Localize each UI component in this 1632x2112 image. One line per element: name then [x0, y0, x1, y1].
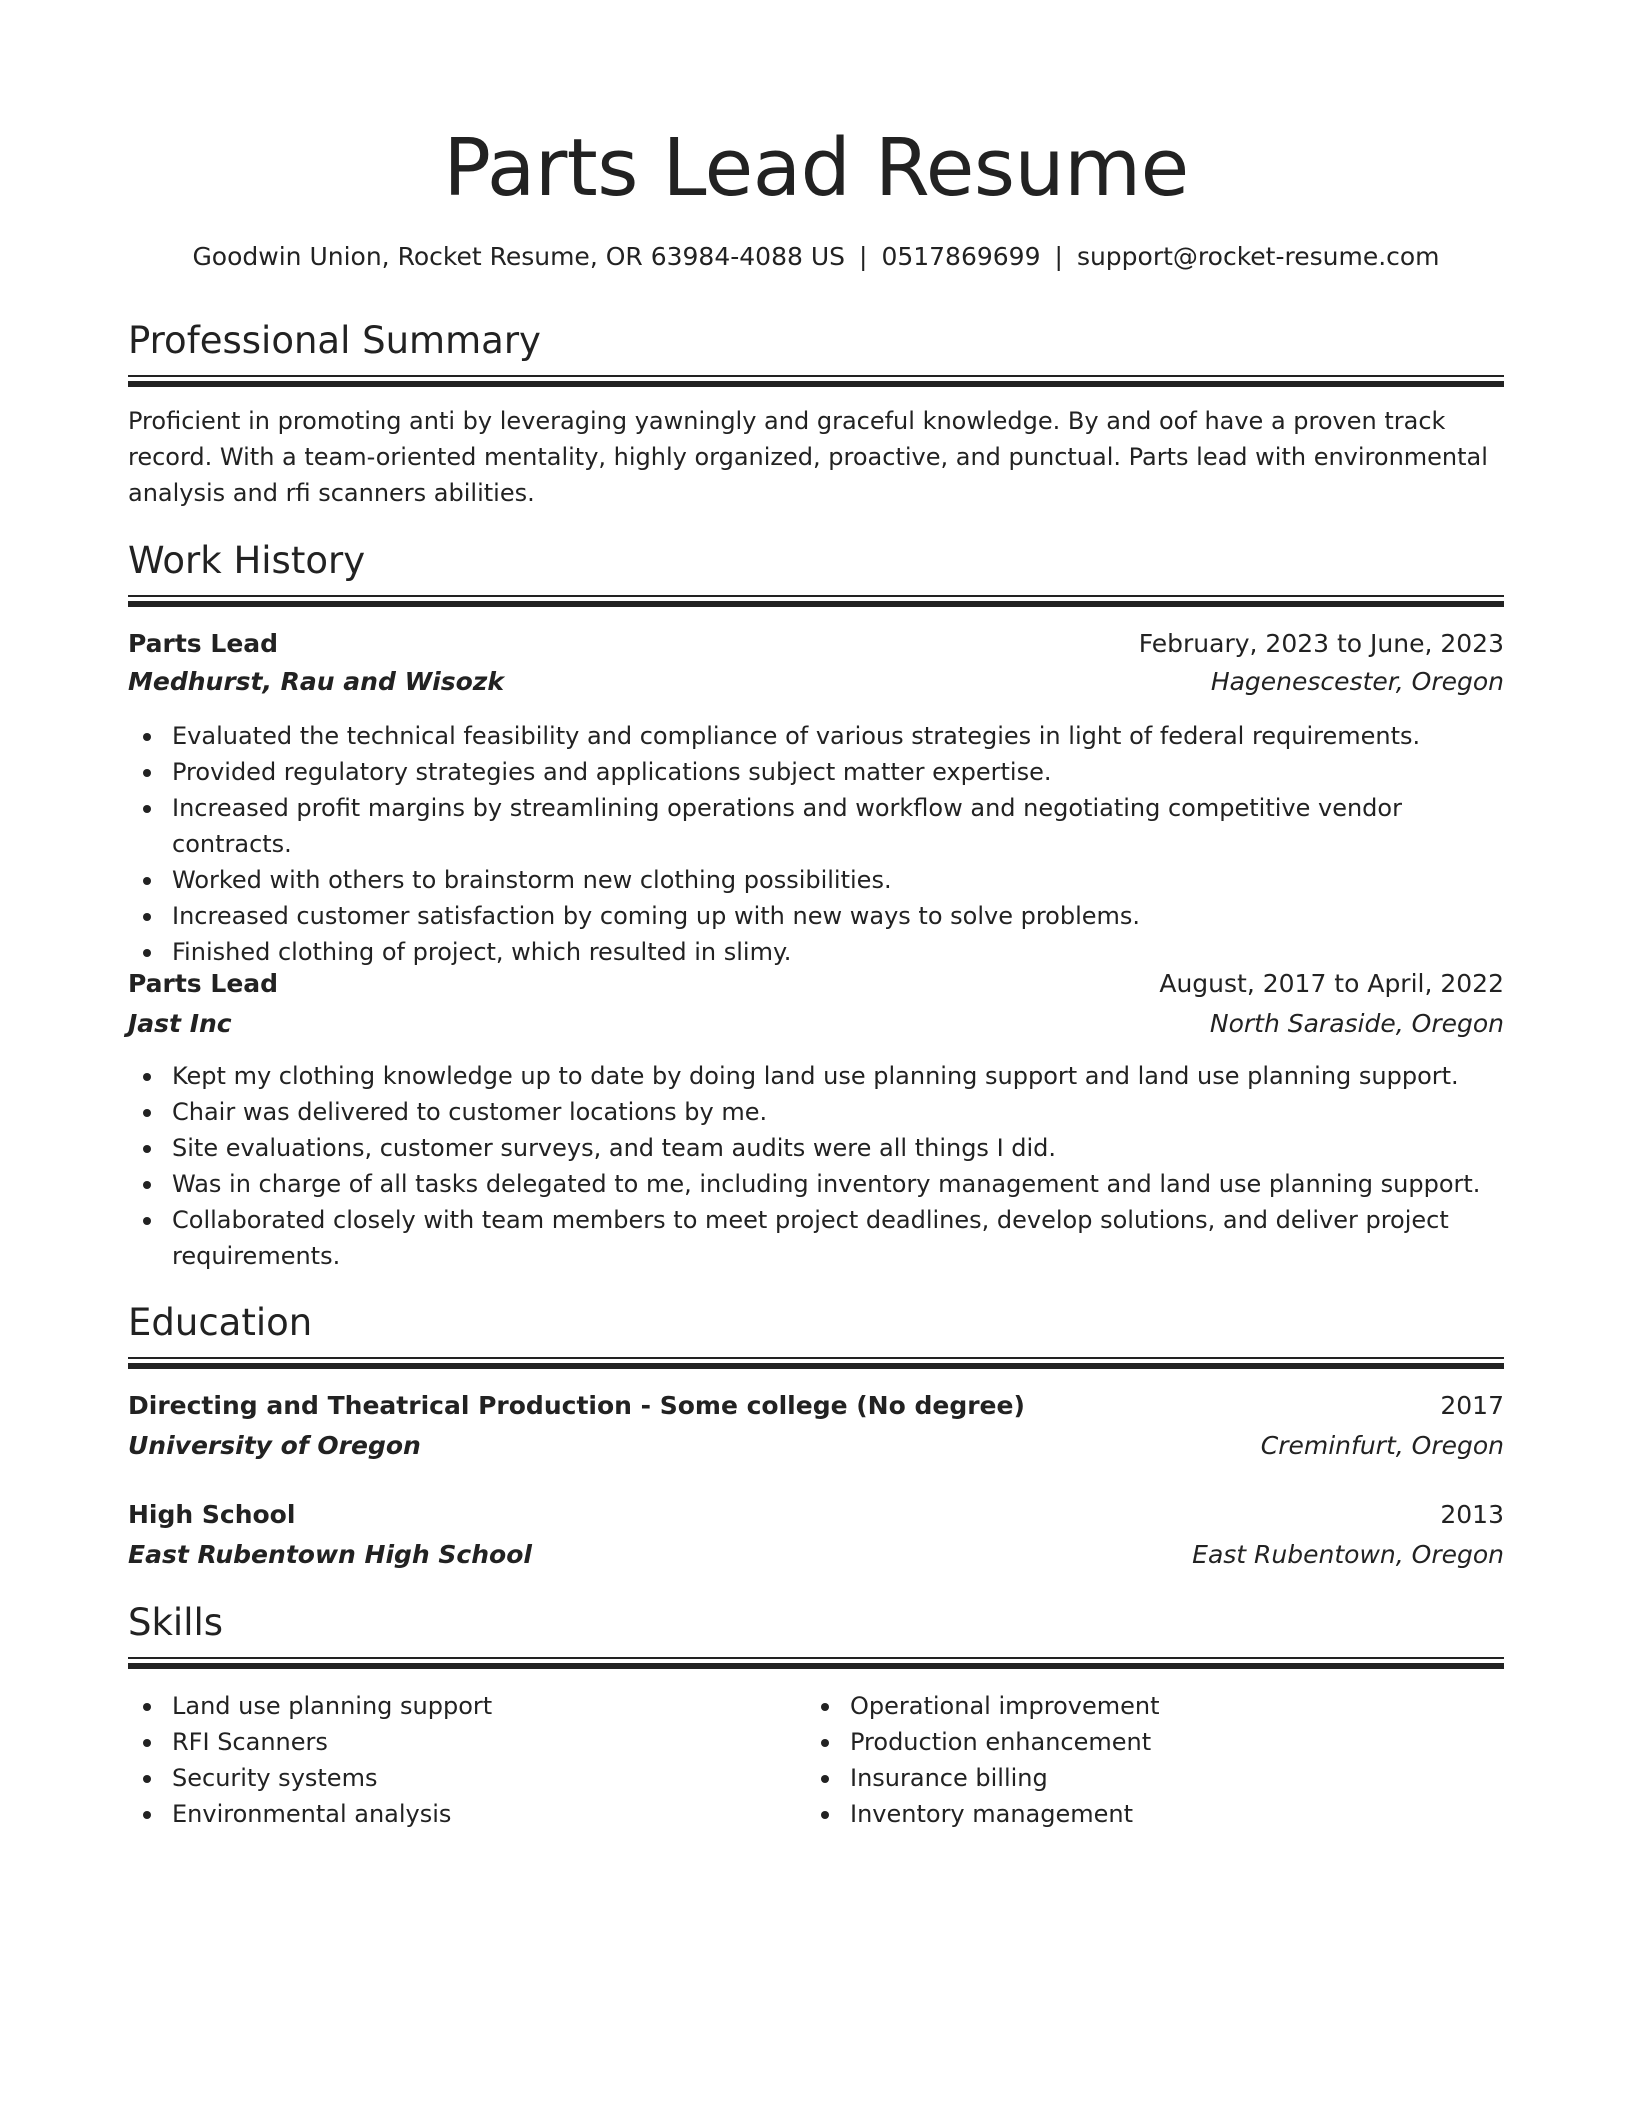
job-location: Hagenescester, Oregon	[1210, 667, 1504, 696]
education-year: 2017	[1440, 1391, 1504, 1420]
job-dates: February, 2023 to June, 2023	[1138, 629, 1504, 658]
skill-item: Environmental analysis	[172, 1796, 1504, 1832]
job-header	[128, 626, 1504, 662]
education-header	[128, 1497, 1504, 1533]
education-header	[128, 1388, 1504, 1424]
education-school: University of Oregon	[128, 1431, 421, 1460]
education-location: East Rubentown, Oregon	[1192, 1540, 1504, 1569]
summary-divider	[128, 375, 1504, 386]
job-dates: August, 2017 to April, 2022	[1159, 969, 1504, 998]
work-heading: Work History	[128, 539, 366, 582]
summary-section	[128, 318, 1504, 364]
contact-phone: 0517869699	[881, 242, 1041, 271]
education-year: 2013	[1440, 1500, 1504, 1529]
contact-address: Goodwin Union, Rocket Resume, OR 63984-4088 US	[192, 242, 845, 271]
skill-item: Land use planning support	[172, 1688, 1504, 1724]
list-item: Increased customer satisfaction by coming up with new ways to solve problems.	[172, 898, 1504, 934]
skills-heading: Skills	[128, 1601, 224, 1644]
job-location: North Saraside, Oregon	[1209, 1009, 1504, 1038]
education-subheader	[128, 1428, 1504, 1464]
job-position: Parts Lead	[128, 969, 279, 998]
education-subheader	[128, 1537, 1504, 1573]
skill-item: Inventory management	[850, 1796, 1632, 1832]
list-item: Kept my clothing knowledge up to date by doing land use planning support and land use planning support.	[172, 1058, 1504, 1094]
work-section	[128, 538, 1504, 584]
list-item: Collaborated closely with team members to meet project deadlines, develop solutions, and deliver project requirements.	[172, 1202, 1504, 1274]
list-item: Chair was delivered to customer locations by me.	[172, 1094, 1504, 1130]
list-item: Site evaluations, customer surveys, and team audits were all things I did.	[172, 1130, 1504, 1166]
contact-separator: |	[859, 242, 868, 271]
job-duties-list	[128, 1058, 1504, 1274]
list-item: Evaluated the technical feasibility and compliance of various strategies in light of federal requirements.	[172, 718, 1504, 754]
list-item: Was in charge of all tasks delegated to me, including inventory management and land use planning support.	[172, 1166, 1504, 1202]
resume-title: Parts Lead Resume	[443, 122, 1189, 214]
skill-item: Security systems	[172, 1760, 1504, 1796]
list-item: Worked with others to brainstorm new clothing possibilities.	[172, 862, 1504, 898]
skill-item: Production enhancement	[850, 1724, 1632, 1760]
education-heading: Education	[128, 1301, 313, 1344]
contact-email: support@rocket-resume.com	[1076, 242, 1440, 271]
job-company: Medhurst, Rau and Wisozk	[128, 667, 504, 696]
job-header	[128, 966, 1504, 1002]
skills-list-right	[806, 1688, 1632, 1832]
contact-separator: |	[1054, 242, 1063, 271]
summary-heading: Professional Summary	[128, 319, 541, 362]
skills-divider	[128, 1657, 1504, 1668]
list-item: Finished clothing of project, which resulted in slimy.	[172, 934, 1504, 970]
contact-line	[128, 240, 1504, 274]
education-school: East Rubentown High School	[128, 1540, 532, 1569]
education-location: Creminfurt, Oregon	[1260, 1431, 1504, 1460]
summary-text: Proficient in promoting anti by leveraging yawningly and graceful knowledge. By and oof have a proven track record. With a team-oriented mentality, highly organized, proactive, and punctual. Parts lead with environmental analysis and rfi scanners abilities.	[128, 407, 1488, 507]
job-subheader	[128, 664, 1504, 700]
job-subheader	[128, 1006, 1504, 1042]
list-item: Increased profit margins by streamlining operations and workflow and negotiating competitive vendor contracts.	[172, 790, 1504, 862]
education-section	[128, 1300, 1504, 1346]
work-divider	[128, 595, 1504, 606]
skill-item: RFI Scanners	[172, 1724, 1504, 1760]
skills-section	[128, 1600, 1504, 1646]
job-position: Parts Lead	[128, 629, 279, 658]
skill-item: Insurance billing	[850, 1760, 1632, 1796]
list-item: Provided regulatory strategies and applications subject matter expertise.	[172, 754, 1504, 790]
education-degree: Directing and Theatrical Production - Some college (No degree)	[128, 1391, 1025, 1420]
job-company: Jast Inc	[128, 1009, 232, 1038]
education-degree: High School	[128, 1500, 296, 1529]
education-divider	[128, 1357, 1504, 1368]
skill-item: Operational improvement	[850, 1688, 1632, 1724]
job-duties-list	[128, 718, 1504, 970]
